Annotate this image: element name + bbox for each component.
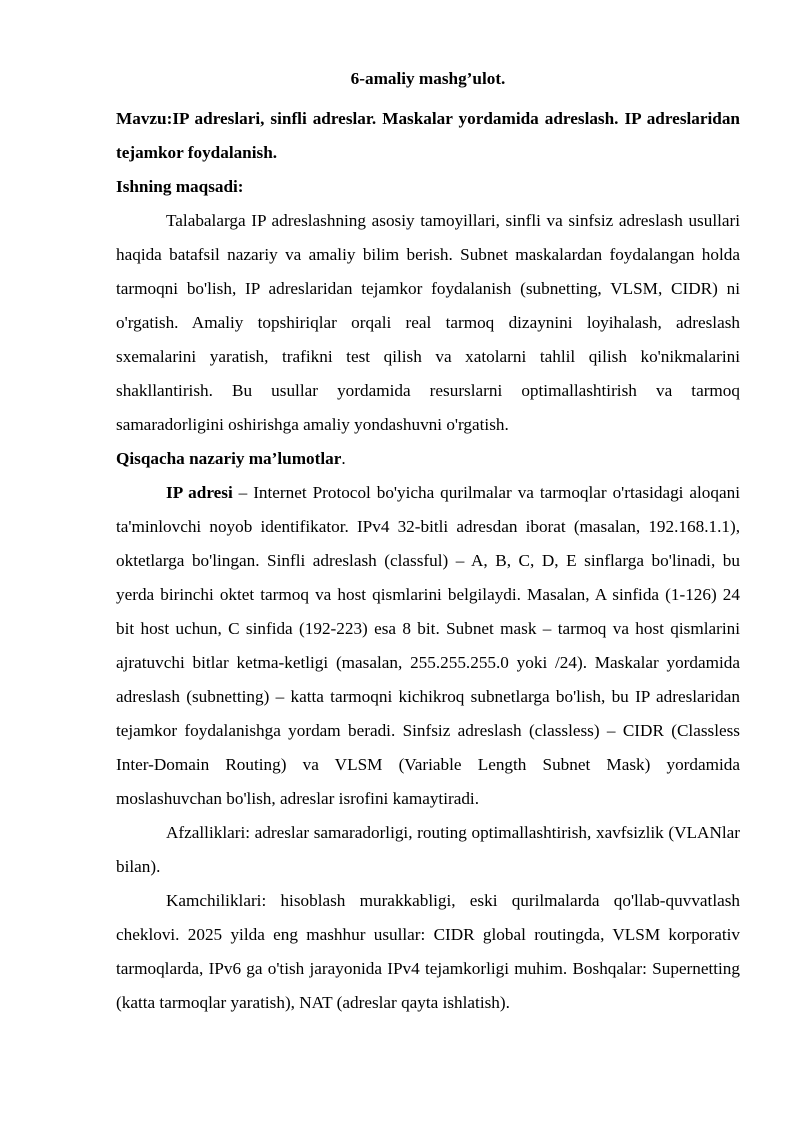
purpose-heading: Ishning maqsadi: — [116, 177, 244, 196]
ip-definition-paragraph — [116, 476, 740, 816]
theory-heading-period: . — [341, 449, 346, 468]
advantages-paragraph: Afzalliklari: adreslar samaradorligi, routing optimallashtirish, xavfsizlik (VLANlar bilan). — [116, 823, 740, 876]
document-subject-line: Mavzu:IP adreslari, sinfli adreslar. Maskalar yordamida adreslash. IP adreslaridan tejamkor foydalanish. — [116, 109, 740, 162]
ip-definition-text: – Internet Protocol bo'yicha qurilmalar va tarmoqlar o'rtasidagi aloqani ta'minlovchi noyob identifikator. IPv4 32-bitli adresdan iborat (masalan, 192.168.1.1), oktetlarga bo'lingan. Sinfli adreslash (classful) – A, B, C, D, E sinflarga bo'linadi, bu yerda birinchi oktet tarmoq va host qismlarini belgilaydi. Masalan, A sinfida (1-126) 24 bit host uchun, C sinfida (192-223) esa 8 bit. Subnet mask – tarmoq va host qismlarini ajratuvchi bitlar ketma-ketligi (masalan, 255.255.255.0 yoki /24). Maskalar yordamida adreslash (subnetting) – katta tarmoqni kichikroq subnetlarga bo'lish, bu IP adreslaridan tejamkor foydalanishga yordam beradi. Sinfsiz adreslash (classless) – CIDR (Classless Inter-Domain Routing) va VLSM (Variable Length Subnet Mask) yordamida moslashuvchan bo'lish, adreslar isrofini kamaytiradi. — [116, 483, 740, 808]
document-title: 6-amaliy mashg’ulot. — [350, 69, 506, 88]
document-body — [116, 62, 740, 1020]
theory-heading — [116, 442, 740, 476]
theory-heading-text: Qisqacha nazariy ma’lumotlar — [116, 449, 342, 468]
purpose-paragraph: Talabalarga IP adreslashning asosiy tamoyillari, sinfli va sinfsiz adreslash usullari haqida batafsil nazariy va amaliy bilim berish. Subnet maskalardan foydalangan holda tarmoqni bo'lish, IP adreslaridan tejamkor foydalanish (subnetting, VLSM, CIDR) ni o'rgatish. Amaliy topshiriqlar orqali real tarmoq dizaynini loyihalash, adreslash sxemalarini yaratish, trafikni test qilish va xatolarni tahlil qilish ko'nikmalarini shakllantirish. Bu usullar yordamida resurslarni optimallashtirish va tarmoq samaradorligini oshirishga amaliy yondashuvni o'rgatish. — [116, 211, 740, 434]
ip-term: IP adresi — [166, 483, 233, 502]
disadvantages-paragraph: Kamchiliklari: hisoblash murakkabligi, eski qurilmalarda qo'llab-quvvatlash cheklovi. 2025 yilda eng mashhur usullar: CIDR global routingda, VLSM korporativ tarmoqlarda, IPv6 ga o'tish jarayonida IPv4 tejamkorligi muhim. Boshqalar: Supernetting (katta tarmoqlar yaratish), NAT (adreslar qayta ishlatish). — [116, 891, 740, 1012]
